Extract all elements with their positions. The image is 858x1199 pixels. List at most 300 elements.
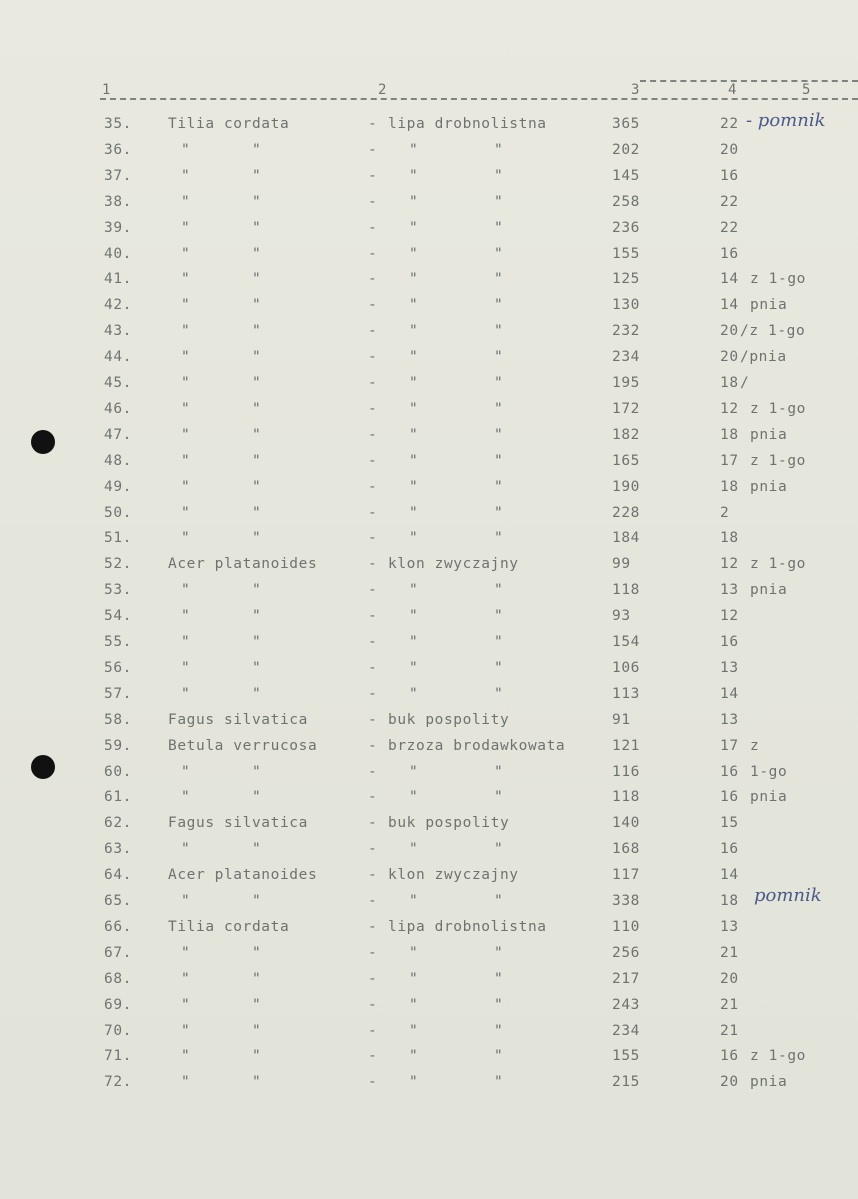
ditto-mark: " (252, 323, 262, 339)
ditto-mark: " (181, 297, 191, 313)
circumference-value: 118 (612, 789, 640, 805)
height-value: 20 (720, 971, 739, 987)
ditto-mark: " (252, 608, 262, 624)
ditto-mark: " (252, 841, 262, 857)
ditto-mark: " (409, 1048, 419, 1064)
polish-name: buk pospolity (388, 815, 510, 831)
circumference-value: 113 (612, 686, 640, 702)
header-rule (100, 98, 858, 100)
ditto-mark: " (409, 271, 419, 287)
circumference-value: 234 (612, 1023, 640, 1039)
ditto-mark: " (494, 271, 504, 287)
circumference-value: 365 (612, 116, 640, 132)
ditto-mark: " (409, 375, 419, 391)
row-number: 53. (104, 582, 132, 598)
table-row (0, 246, 858, 272)
ditto-mark: " (181, 789, 191, 805)
table-row (0, 375, 858, 401)
height-value: 22 (720, 116, 739, 132)
height-value: 16 (720, 634, 739, 650)
remark: z 1-go (750, 1048, 806, 1064)
height-value: 18 (720, 893, 739, 909)
latin-name: Acer platanoides (168, 556, 318, 572)
dash: - (368, 246, 378, 262)
row-number: 36. (104, 142, 132, 158)
ditto-mark: " (252, 634, 262, 650)
height-value: 12 (720, 608, 739, 624)
ditto-mark: " (409, 530, 419, 546)
row-number: 45. (104, 375, 132, 391)
height-value: 20 (720, 142, 739, 158)
height-value: 22 (720, 194, 739, 210)
ditto-mark: " (181, 634, 191, 650)
row-number: 57. (104, 686, 132, 702)
ditto-mark: " (494, 1023, 504, 1039)
circumference-value: 121 (612, 738, 640, 754)
row-number: 55. (104, 634, 132, 650)
table-row (0, 297, 858, 323)
ditto-mark: " (494, 505, 504, 521)
ditto-mark: " (409, 634, 419, 650)
table-row (0, 1074, 858, 1100)
table-row (0, 997, 858, 1023)
ditto-mark: " (494, 142, 504, 158)
table-row (0, 427, 858, 453)
circumference-value: 91 (612, 712, 631, 728)
ditto-mark: " (181, 893, 191, 909)
ditto-mark: " (252, 220, 262, 236)
dash: - (368, 919, 378, 935)
latin-name: Fagus silvatica (168, 712, 308, 728)
row-number: 63. (104, 841, 132, 857)
ditto-mark: " (494, 375, 504, 391)
table-row (0, 220, 858, 246)
circumference-value: 116 (612, 764, 640, 780)
dash: - (368, 271, 378, 287)
table-row (0, 168, 858, 194)
circumference-value: 110 (612, 919, 640, 935)
height-value: 21 (720, 1023, 739, 1039)
ditto-mark: " (181, 997, 191, 1013)
dash: - (368, 142, 378, 158)
table-row (0, 919, 858, 945)
ditto-mark: " (494, 686, 504, 702)
table-row (0, 479, 858, 505)
height-value: 17 (720, 453, 739, 469)
ditto-mark: " (181, 945, 191, 961)
ditto-mark: " (494, 168, 504, 184)
circumference-value: 228 (612, 505, 640, 521)
table-row (0, 142, 858, 168)
ditto-mark: " (252, 479, 262, 495)
dash: - (368, 453, 378, 469)
ditto-mark: " (409, 349, 419, 365)
row-number: 72. (104, 1074, 132, 1090)
circumference-value: 155 (612, 246, 640, 262)
col-header-3: 3 (631, 82, 640, 98)
ditto-mark: " (181, 841, 191, 857)
row-number: 69. (104, 997, 132, 1013)
ditto-mark: " (409, 246, 419, 262)
dash: - (368, 686, 378, 702)
ditto-mark: " (181, 686, 191, 702)
height-value: 16 (720, 789, 739, 805)
row-number: 70. (104, 1023, 132, 1039)
row-number: 67. (104, 945, 132, 961)
row-number: 71. (104, 1048, 132, 1064)
ditto-mark: " (252, 505, 262, 521)
circumference-value: 117 (612, 867, 640, 883)
ditto-mark: " (409, 401, 419, 417)
height-value: 20 (720, 1074, 739, 1090)
ditto-mark: " (181, 427, 191, 443)
dash: - (368, 194, 378, 210)
row-number: 58. (104, 712, 132, 728)
remark: pnia (750, 789, 788, 805)
ditto-mark: " (494, 893, 504, 909)
col-header-1: 1 (102, 82, 111, 98)
circumference-value: 140 (612, 815, 640, 831)
ditto-mark: " (181, 530, 191, 546)
height-value: 20 (720, 323, 739, 339)
height-value: 13 (720, 660, 739, 676)
remark: 1-go (750, 764, 788, 780)
dash: - (368, 971, 378, 987)
dash: - (368, 1048, 378, 1064)
circumference-value: 236 (612, 220, 640, 236)
circumference-value: 256 (612, 945, 640, 961)
dash: - (368, 1074, 378, 1090)
ditto-mark: " (494, 427, 504, 443)
circumference-value: 118 (612, 582, 640, 598)
ditto-mark: " (494, 971, 504, 987)
dash: - (368, 116, 378, 132)
ditto-mark: " (494, 349, 504, 365)
circumference-value: 155 (612, 1048, 640, 1064)
table-row (0, 401, 858, 427)
row-number: 43. (104, 323, 132, 339)
dash: - (368, 530, 378, 546)
ditto-mark: " (409, 479, 419, 495)
handwritten-note-1: - pomnik (746, 110, 826, 131)
height-value: 14 (720, 867, 739, 883)
dash: - (368, 297, 378, 313)
table-row (0, 634, 858, 660)
table-row (0, 971, 858, 997)
remark: z 1-go (750, 556, 806, 572)
polish-name: brzoza brodawkowata (388, 738, 566, 754)
height-value: 18 (720, 375, 739, 391)
ditto-mark: " (409, 297, 419, 313)
height-value: 18 (720, 479, 739, 495)
circumference-value: 172 (612, 401, 640, 417)
ditto-mark: " (409, 505, 419, 521)
table-row (0, 738, 858, 764)
row-number: 46. (104, 401, 132, 417)
row-number: 35. (104, 116, 132, 132)
ditto-mark: " (494, 246, 504, 262)
circumference-value: 99 (612, 556, 631, 572)
ditto-mark: " (409, 168, 419, 184)
dash: - (368, 323, 378, 339)
remark: z 1-go (750, 401, 806, 417)
ditto-mark: " (494, 1048, 504, 1064)
table-row (0, 194, 858, 220)
col-header-4: 4 (728, 82, 737, 98)
remark: z 1-go (750, 271, 806, 287)
table-row (0, 1048, 858, 1074)
ditto-mark: " (181, 142, 191, 158)
table-row (0, 945, 858, 971)
col-header-2: 2 (378, 82, 387, 98)
remark: /pnia (740, 349, 787, 365)
table-row (0, 530, 858, 556)
row-number: 44. (104, 349, 132, 365)
ditto-mark: " (252, 789, 262, 805)
ditto-mark: " (494, 789, 504, 805)
height-value: 17 (720, 738, 739, 754)
row-number: 40. (104, 246, 132, 262)
col-header-5: 5 (802, 82, 811, 98)
row-number: 59. (104, 738, 132, 754)
ditto-mark: " (252, 194, 262, 210)
remark: pnia (750, 479, 788, 495)
row-number: 47. (104, 427, 132, 443)
dash: - (368, 479, 378, 495)
ditto-mark: " (252, 764, 262, 780)
dash: - (368, 841, 378, 857)
dash: - (368, 789, 378, 805)
height-value: 18 (720, 530, 739, 546)
polish-name: klon zwyczajny (388, 867, 519, 883)
row-number: 62. (104, 815, 132, 831)
ditto-mark: " (181, 375, 191, 391)
latin-name: Fagus silvatica (168, 815, 308, 831)
polish-name: klon zwyczajny (388, 556, 519, 572)
height-value: 13 (720, 919, 739, 935)
row-number: 51. (104, 530, 132, 546)
ditto-mark: " (252, 271, 262, 287)
polish-name: lipa drobnolistna (388, 116, 547, 132)
row-number: 65. (104, 893, 132, 909)
ditto-mark: " (409, 945, 419, 961)
ditto-mark: " (181, 168, 191, 184)
ditto-mark: " (409, 220, 419, 236)
remark: pnia (750, 297, 788, 313)
ditto-mark: " (494, 194, 504, 210)
table-row (0, 893, 858, 919)
table-row (0, 582, 858, 608)
remark: z 1-go (750, 453, 806, 469)
table-row (0, 505, 858, 531)
ditto-mark: " (181, 479, 191, 495)
ditto-mark: " (181, 453, 191, 469)
ditto-mark: " (181, 1023, 191, 1039)
row-number: 50. (104, 505, 132, 521)
ditto-mark: " (181, 660, 191, 676)
circumference-value: 125 (612, 271, 640, 287)
table-row (0, 349, 858, 375)
ditto-mark: " (494, 997, 504, 1013)
table-row (0, 686, 858, 712)
circumference-value: 215 (612, 1074, 640, 1090)
ditto-mark: " (409, 1023, 419, 1039)
row-number: 37. (104, 168, 132, 184)
circumference-value: 234 (612, 349, 640, 365)
dash: - (368, 738, 378, 754)
remark: pnia (750, 582, 788, 598)
row-number: 64. (104, 867, 132, 883)
circumference-value: 106 (612, 660, 640, 676)
ditto-mark: " (494, 582, 504, 598)
remark: pnia (750, 427, 788, 443)
dash: - (368, 556, 378, 572)
dash: - (368, 712, 378, 728)
height-value: 14 (720, 297, 739, 313)
dash: - (368, 220, 378, 236)
table-row (0, 116, 858, 142)
dash: - (368, 401, 378, 417)
dash: - (368, 427, 378, 443)
ditto-mark: " (409, 194, 419, 210)
ditto-mark: " (409, 1074, 419, 1090)
height-value: 16 (720, 168, 739, 184)
ditto-mark: " (494, 608, 504, 624)
row-number: 56. (104, 660, 132, 676)
ditto-mark: " (494, 634, 504, 650)
height-value: 12 (720, 401, 739, 417)
circumference-value: 165 (612, 453, 640, 469)
remark: pnia (750, 1074, 788, 1090)
circumference-value: 338 (612, 893, 640, 909)
ditto-mark: " (181, 582, 191, 598)
circumference-value: 232 (612, 323, 640, 339)
row-number: 42. (104, 297, 132, 313)
ditto-mark: " (409, 841, 419, 857)
dash: - (368, 764, 378, 780)
ditto-mark: " (409, 789, 419, 805)
height-value: 20 (720, 349, 739, 365)
circumference-value: 130 (612, 297, 640, 313)
ditto-mark: " (409, 660, 419, 676)
dash: - (368, 945, 378, 961)
ditto-mark: " (409, 142, 419, 158)
table-row (0, 764, 858, 790)
ditto-mark: " (181, 349, 191, 365)
ditto-mark: " (409, 997, 419, 1013)
ditto-mark: " (494, 530, 504, 546)
height-value: 15 (720, 815, 739, 831)
ditto-mark: " (252, 427, 262, 443)
height-value: 12 (720, 556, 739, 572)
table-row (0, 608, 858, 634)
ditto-mark: " (409, 608, 419, 624)
table-row (0, 867, 858, 893)
ditto-mark: " (181, 194, 191, 210)
dash: - (368, 1023, 378, 1039)
table-row (0, 712, 858, 738)
latin-name: Tilia cordata (168, 116, 290, 132)
dash: - (368, 997, 378, 1013)
ditto-mark: " (252, 582, 262, 598)
table-row (0, 271, 858, 297)
table-row (0, 789, 858, 815)
ditto-mark: " (409, 582, 419, 598)
ditto-mark: " (252, 893, 262, 909)
dash: - (368, 660, 378, 676)
ditto-mark: " (181, 401, 191, 417)
row-number: 49. (104, 479, 132, 495)
ditto-mark: " (409, 686, 419, 702)
ditto-mark: " (181, 1048, 191, 1064)
row-number: 38. (104, 194, 132, 210)
table-row (0, 841, 858, 867)
dash: - (368, 815, 378, 831)
dash: - (368, 608, 378, 624)
latin-name: Acer platanoides (168, 867, 318, 883)
row-number: 41. (104, 271, 132, 287)
height-value: 18 (720, 427, 739, 443)
row-number: 61. (104, 789, 132, 805)
row-number: 60. (104, 764, 132, 780)
ditto-mark: " (494, 841, 504, 857)
ditto-mark: " (181, 246, 191, 262)
dash: - (368, 893, 378, 909)
ditto-mark: " (252, 945, 262, 961)
row-number: 52. (104, 556, 132, 572)
latin-name: Tilia cordata (168, 919, 290, 935)
height-value: 16 (720, 841, 739, 857)
height-value: 13 (720, 712, 739, 728)
ditto-mark: " (181, 271, 191, 287)
polish-name: buk pospolity (388, 712, 510, 728)
ditto-mark: " (494, 453, 504, 469)
ditto-mark: " (252, 349, 262, 365)
height-value: 16 (720, 1048, 739, 1064)
ditto-mark: " (252, 1048, 262, 1064)
ditto-mark: " (252, 401, 262, 417)
ditto-mark: " (494, 323, 504, 339)
circumference-value: 243 (612, 997, 640, 1013)
circumference-value: 217 (612, 971, 640, 987)
dash: - (368, 505, 378, 521)
height-value: 21 (720, 945, 739, 961)
circumference-value: 154 (612, 634, 640, 650)
header-top-rule (640, 80, 858, 82)
ditto-mark: " (409, 427, 419, 443)
latin-name: Betula verrucosa (168, 738, 318, 754)
row-number: 68. (104, 971, 132, 987)
dash: - (368, 867, 378, 883)
ditto-mark: " (252, 1023, 262, 1039)
ditto-mark: " (409, 764, 419, 780)
ditto-mark: " (181, 505, 191, 521)
ditto-mark: " (494, 1074, 504, 1090)
table-row (0, 1023, 858, 1049)
dash: - (368, 349, 378, 365)
height-value: 22 (720, 220, 739, 236)
height-value: 2 (720, 505, 730, 521)
ditto-mark: " (494, 297, 504, 313)
ditto-mark: " (252, 297, 262, 313)
ditto-mark: " (252, 660, 262, 676)
ditto-mark: " (252, 971, 262, 987)
ditto-mark: " (252, 686, 262, 702)
dash: - (368, 582, 378, 598)
ditto-mark: " (494, 660, 504, 676)
circumference-value: 93 (612, 608, 631, 624)
ditto-mark: " (252, 453, 262, 469)
